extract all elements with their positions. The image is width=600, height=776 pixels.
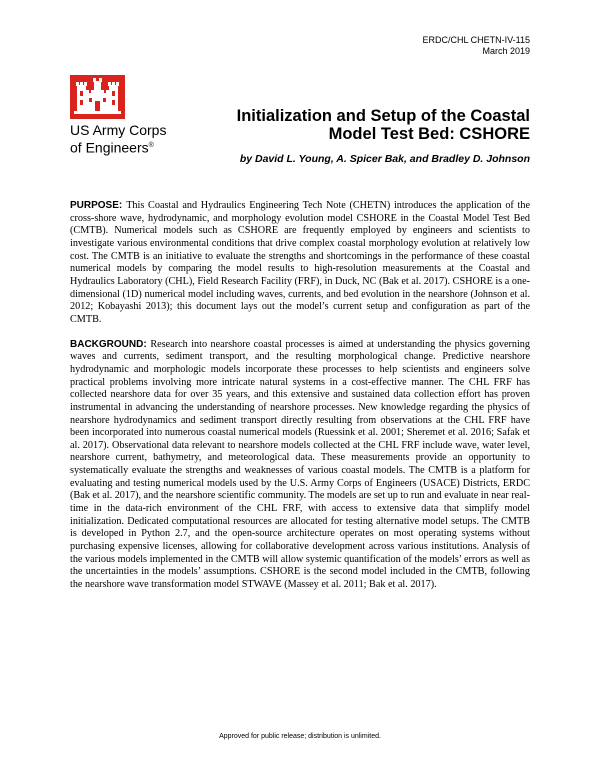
report-id: ERDC/CHL CHETN-IV-115 <box>422 35 530 45</box>
report-date: March 2019 <box>482 46 530 56</box>
document-body <box>70 200 530 604</box>
purpose-paragraph <box>70 200 530 327</box>
purpose-text: This Coastal and Hydraulics Engineering Tech Note (CHETN) introduces the application of the cross-shore wave, hydrodynamic, and morphology evolution model CSHORE in the Coastal Model Test Bed (CMTB). Numerical models such as CSHORE are frequently employed by engineers and scientists to investigate various environmental conditions that drive complex coastal morphology evolution at relatively low cost. The CMTB is an initiative to evaluate the strengths and shortcomings in the performance of these coastal numerical models by comparing the model results to high-resolution measurements at the Coastal and Hydraulics Laboratory (CHL), Field Research Facility (FRF), in Duck, NC (Bak et al. 2017). CSHORE is a one-dimensional (1D) numerical model including waves, currents, and bed evolution in the nearshore (Johnson et al. 2012; Kobayashi 2013); this document lays out the model’s current setup and configuration as part of the CMTB. <box>70 200 530 325</box>
report-reference <box>422 35 530 57</box>
document-title <box>150 107 530 143</box>
author-byline: by David L. Young, A. Spicer Bak, and Bradley D. Johnson <box>239 153 530 165</box>
castle-emblem <box>70 75 125 119</box>
distribution-statement: Approved for public release; distribution is unlimited. <box>219 733 381 740</box>
trademark-symbol: ® <box>148 142 154 149</box>
usace-logo <box>70 75 167 156</box>
castle-icon <box>70 75 125 119</box>
logo-line-2: of Engineers <box>70 139 149 156</box>
background-paragraph <box>70 339 530 592</box>
background-heading: BACKGROUND: <box>70 338 151 350</box>
background-text: Research into nearshore coastal processes is aimed at understanding the physics governing waves and currents, sediment transport, and the resulting morphological change. Predictive nearshore hydrodynamic and morphologic models incorporate these processes to help scientists and engineers solve practical problems involving more intricate natural systems in a cost-effective manner. The CHL FRF has collected nearshore data for over 35 years, and this extensive and sustained data collection effort has proven instrumental in advancing the understanding of nearshore processes. New knowledge regarding the physics of nearshore hydrodynamics and sediment transport directly resulting from observations at the CHL FRF have been incorporated into numerous coastal numerical models (Ruessink et al. 2001; Sheremet et al. 2016; Safak et al. 2017). Observational data relevant to nearshore models collected at the CHL FRF include wave, water level, nearshore current, bathymetry, and meteorological data. These measurements provide an opportunity to systematically evaluate the strengths and weaknesses of various coastal models. The CMTB is a platform for evaluating and testing numerical models used by the U.S. Army Corps of Engineers (USACE) Districts, ERDC (Bak et al. 2017), and the nearshore scientific community. The models are set up to run and evaluate in near real-time in the data-rich environment of the CHL FRF, with access to extensive data that simplify model initialization. Dedicated computational resources are allocated for testing alternative model setups. The CMTB is developed in Python 2.7, and the open-source architecture operates on most operating systems without purchasing expensive licenses, allowing for collaborative development across various institutions. Analysis of the various models implemented in the CMTB will allow systemic quantification of the models’ errors as well as the uncertainties in the models’ assumptions. CSHORE is the second model included in the CMTB, following the nearshore wave transformation model STWAVE (Massey et al. 2011; Bak et al. 2017). <box>70 338 530 591</box>
purpose-heading: PURPOSE: <box>70 200 127 211</box>
logo-line-1: US Army Corps <box>70 122 167 138</box>
title-line-2: Model Test Bed: CSHORE <box>328 125 530 143</box>
title-line-1: Initialization and Setup of the Coastal <box>236 107 530 125</box>
